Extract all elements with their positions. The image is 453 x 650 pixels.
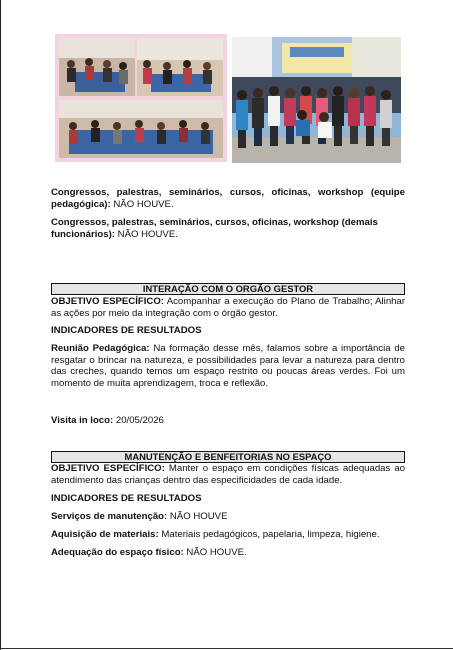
- section-header-interaction: INTERAÇÃO COM O ORGÃO GESTOR: [51, 283, 405, 295]
- space-adequacy-line: [51, 547, 405, 559]
- maintenance-indicators-title: INDICADORES DE RESULTADOS: [51, 493, 202, 504]
- section-header-maintenance: MANUTENÇÃO E BENFEITORIAS NO ESPAÇO: [51, 451, 405, 463]
- space-adequacy-value: NÃO HOUVE.: [186, 547, 247, 558]
- maintenance-objective: [51, 463, 405, 486]
- training-staff-line: [51, 217, 405, 240]
- maintenance-services-value: NÃO HOUVE: [169, 511, 228, 522]
- maintenance-objective-text: Manter o espaço em condições físicas adequadas ao atendimento das crianças dentro das especificidades de cada idade.: [51, 463, 405, 486]
- interaction-objective-text: Acompanhar a execução do Plano de Trabalho; Alinhar as ações por meio da integração com o órgão gestor.: [51, 296, 406, 319]
- interaction-objective-label: OBJETIVO ESPECÍFICO:: [51, 296, 165, 307]
- materials-acquisition-value: Materiais pedagógicos, papelaria, limpeza, higiene.: [161, 529, 380, 540]
- page-bottom-border: [0, 648, 453, 649]
- pedagogical-meeting-text: Na formação desse mês, falamos sobre a importância de resgatar o brincar na natureza, e possibilidades para levar a natureza para dentro das creches, quando temos um espaço restrito ou poucas áreas verdes. Foi um momento de muita aprendizagem, troca e reflexão.: [51, 343, 406, 389]
- pedagogical-meeting-paragraph: [51, 343, 405, 389]
- materials-acquisition-label: Aquisição de materiais:: [51, 529, 159, 540]
- maintenance-services-line: [51, 511, 405, 523]
- collage-image: [55, 34, 227, 162]
- space-adequacy-label: Adequação do espaço físico:: [51, 547, 184, 558]
- group-image: [232, 37, 401, 163]
- maintenance-objective-label: OBJETIVO ESPECÍFICO:: [51, 463, 165, 474]
- training-pedagogical-value: NÃO HOUVE.: [113, 198, 174, 210]
- training-staff-value: NÃO HOUVE.: [117, 228, 178, 240]
- site-visit-date: 20/05/2026: [115, 415, 164, 426]
- site-visit-label: Visita in loco:: [51, 415, 114, 426]
- training-staff-label: Congressos, palestras, seminários, cursos, oficinas, workshop (demais funcionários):: [51, 217, 378, 240]
- activity-photo-collage: [55, 34, 227, 162]
- training-pedagogical-label: Congressos, palestras, seminários, cursos, oficinas, workshop (equipe pedagógica):: [51, 187, 405, 210]
- interaction-indicators-title: INDICADORES DE RESULTADOS: [51, 325, 202, 336]
- group-photo: [232, 37, 401, 163]
- pedagogical-meeting-label: Reunião Pedagógica:: [51, 343, 150, 354]
- site-visit-line: [51, 415, 405, 427]
- interaction-objective: [51, 296, 405, 319]
- maintenance-services-label: Serviços de manutenção:: [51, 511, 168, 522]
- page-left-border: [0, 0, 1, 650]
- materials-acquisition-line: [51, 529, 405, 541]
- training-pedagogical-line: [51, 187, 405, 210]
